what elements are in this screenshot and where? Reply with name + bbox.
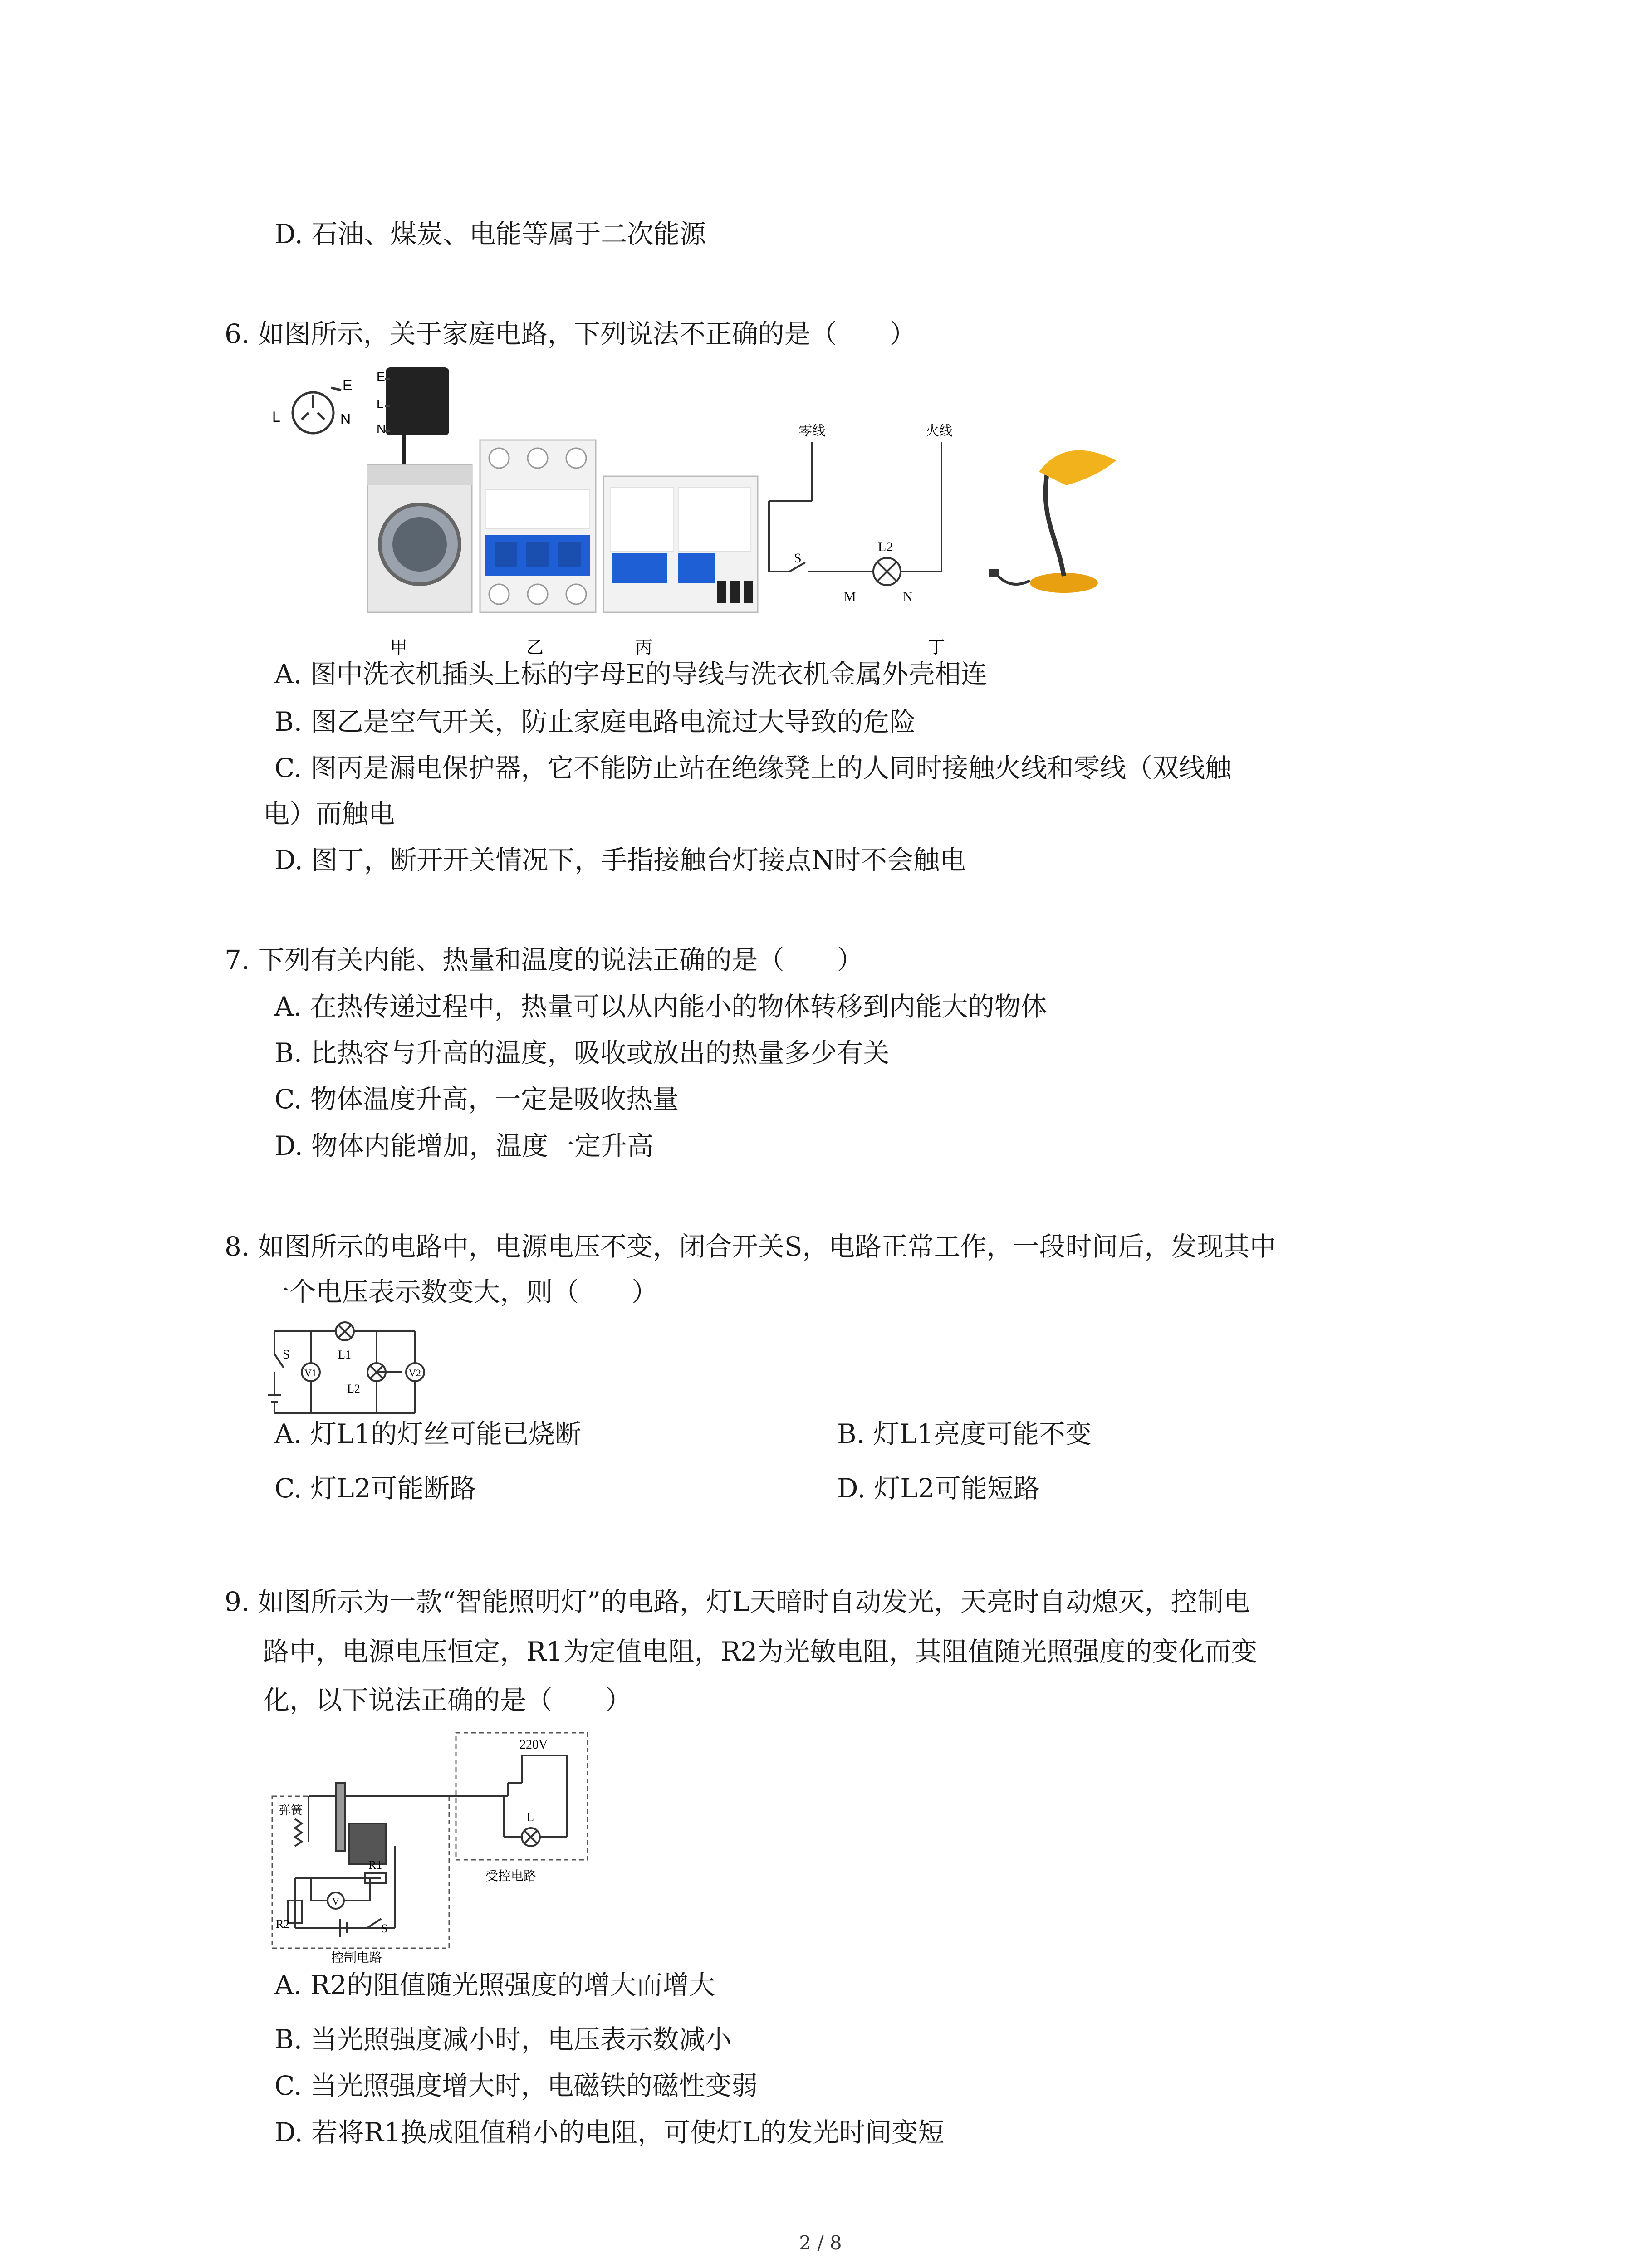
caption-jia: 甲 [390, 637, 408, 657]
point-label-n: N [903, 589, 913, 604]
q9-label-lamp-l: L [526, 1810, 534, 1824]
q8-option-d: D. 灯L2可能短路 [837, 1473, 1040, 1504]
q8-label-v2: V2 [409, 1367, 421, 1378]
socket-label-l: L [272, 409, 280, 425]
svg-text:E: E [377, 370, 385, 384]
q9-label-v: V [332, 1896, 339, 1907]
question-7-stem: 7. 下列有关内能、热量和温度的说法正确的是（ ） [225, 944, 863, 975]
q9-option-a: A. R2的阻值随光照强度的增大而增大 [274, 1970, 715, 2000]
plug-symbol [293, 388, 341, 433]
q9-option-b: B. 当光照强度减小时，电压表示数减小 [274, 2024, 732, 2055]
zero-line-label: 零线 [798, 423, 826, 439]
q6-option-d: D. 图丁，断开开关情况下，手指接触台灯接点N时不会触电 [274, 845, 966, 875]
question-8-stem-line2: 一个电压表示数变大，则（ ） [263, 1276, 658, 1307]
lamp-label-l2: L2 [878, 539, 893, 554]
question-6-stem: 6. 如图所示，关于家庭电路，下列说法不正确的是（ ） [225, 318, 916, 349]
svg-text:L: L [377, 397, 384, 411]
caption-ding: 丁 [928, 637, 945, 657]
q7-option-d: D. 物体内能增加，温度一定升高 [274, 1130, 654, 1161]
q6-option-c-line2: 电）而触电 [263, 798, 395, 829]
svg-text:N: N [377, 422, 386, 436]
question-9-stem-line3: 化，以下说法正确的是（ ） [263, 1685, 632, 1716]
q9-label-r2: R2 [276, 1917, 290, 1931]
q6-option-b: B. 图乙是空气开关，防止家庭电路电流过大导致的危险 [274, 706, 916, 737]
question-9-stem-line1: 9. 如图所示为一款“智能照明灯”的电路，灯L天暗时自动发光，天亮时自动熄灭，控制电 [225, 1586, 1250, 1617]
air-switch-image [480, 440, 596, 612]
plug-image [377, 367, 449, 467]
point-label-m: M [844, 589, 856, 604]
caption-bing: 丙 [635, 637, 653, 657]
question-8-stem-line1: 8. 如图所示的电路中，电源电压不变，闭合开关S，电路正常工作，一段时间后，发现其中 [225, 1231, 1276, 1262]
q8-option-c: C. 灯L2可能断路 [274, 1473, 476, 1504]
q9-option-d: D. 若将R1换成阻值稍小的电阻，可使灯L的发光时间变短 [274, 2117, 945, 2148]
q9-option-c: C. 当光照强度增大时，电磁铁的磁性变弱 [274, 2070, 758, 2101]
question-9-relay-circuit [268, 1728, 594, 1964]
q8-label-l1: L1 [338, 1348, 351, 1361]
q6-option-c-line1: C. 图丙是漏电保护器，它不能防止站在绝缘凳上的人同时接触火线和零线（双线触 [274, 753, 1232, 783]
socket-label-n: N [340, 411, 351, 427]
q8-label-s: S [283, 1348, 290, 1362]
q9-label-controlled-circuit: 受控电路 [485, 1868, 537, 1883]
q8-option-a: A. 灯L1的灯丝可能已烧断 [274, 1418, 582, 1449]
page-number: 2 / 8 [799, 2232, 842, 2254]
q8-option-b: B. 灯L1亮度可能不变 [837, 1418, 1092, 1449]
socket-label-e: E [343, 377, 353, 393]
q9-label-control-circuit: 控制电路 [331, 1950, 382, 1964]
washing-machine-image [367, 465, 472, 612]
leakage-protector-image [603, 476, 758, 612]
question-8-circuit [265, 1318, 438, 1422]
q9-label-spring: 弹簧 [279, 1804, 303, 1818]
q8-label-l2: L2 [347, 1382, 360, 1395]
q9-label-r1: R1 [368, 1858, 382, 1872]
q9-label-s: S [381, 1922, 388, 1935]
option-d-prev: D. 石油、煤炭、电能等属于二次能源 [274, 219, 706, 249]
q7-option-c: C. 物体温度升高，一定是吸收热量 [274, 1084, 679, 1114]
question-9-stem-line2: 路中，电源电压恒定，R1为定值电阻，R2为光敏电阻，其阻值随光照强度的变化而变 [263, 1636, 1258, 1667]
fire-line-label: 火线 [926, 423, 953, 439]
q8-label-v1: V1 [304, 1367, 317, 1378]
question-6-figure [268, 363, 1152, 662]
q7-option-b: B. 比热容与升高的温度，吸收或放出的热量多少有关 [274, 1037, 890, 1068]
switch-label-s: S [794, 551, 802, 566]
q7-option-a: A. 在热传递过程中，热量可以从内能小的物体转移到内能大的物体 [274, 991, 1047, 1022]
desk-lamp-image [989, 450, 1116, 593]
caption-yi: 乙 [526, 637, 544, 657]
q9-label-220v: 220V [519, 1738, 548, 1752]
q6-option-a: A. 图中洗衣机插头上标的字母E的导线与洗衣机金属外壳相连 [274, 659, 988, 689]
